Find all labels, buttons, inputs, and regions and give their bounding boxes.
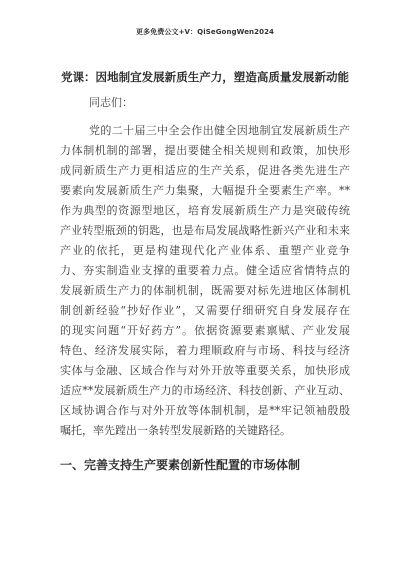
paragraph-line: 实体与金融、区域合作与对外开放等重要关系，加快形成 [60, 364, 350, 377]
paragraph-line: 发展新质生产力的体制机制，既需要对标先进地区体制机 [60, 284, 350, 297]
paragraph-line: 要素向发展新质生产力集聚，大幅提升全要素生产率。** [60, 184, 350, 197]
paragraph-line: 产业的依托，更是构建现代化产业体系、重塑产业竞争 [60, 244, 350, 257]
paragraph-line: 力、夯实制造业支撑的重要着力点。健全适应省情特点的 [60, 264, 350, 277]
paragraph-line: 成同新质生产力更相适应的生产关系，促进各类先进生产 [60, 164, 350, 177]
document-title: 党课：因地制宜发展新质生产力，塑造高质量发展新动能 [61, 70, 349, 84]
salutation: 同志们： [89, 96, 133, 109]
top-promo-note: 更多免费公文+V：QiSeGongWen2024 [135, 28, 275, 36]
body-paragraph [60, 121, 350, 441]
paragraph-line: 产业转型瓶颈的钥匙，也是布局发展战略性新兴产业和未来 [60, 224, 350, 237]
paragraph-line: 作为典型的资源型地区，培育发展新质生产力是突破传统 [60, 204, 350, 217]
paragraph-line: 区域协调合作与对外开放等体制机制，是**牢记领袖殷殷 [60, 404, 350, 417]
paragraph-line: 特色、经济发展实际，着力理顺政府与市场、科技与经济 [60, 344, 350, 357]
paragraph-line: 适应**发展新质生产力的市场经济、科技创新、产业互动、 [60, 384, 350, 397]
paragraph-line: 的现实问题“开好药方”。依据资源要素禀赋、产业发展 [60, 324, 350, 337]
paragraph-line: 力体制机制的部署，提出要健全相关规则和政策，加快形 [60, 144, 350, 157]
paragraph-line: 制创新经验“抄好作业”，又需要仔细研究自身发展存在 [60, 304, 350, 317]
paragraph-line: 党的二十届三中全会作出健全因地制宜发展新质生产 [89, 124, 350, 137]
section-heading: 一、完善支持生产要素创新性配置的市场体制 [60, 458, 301, 472]
paragraph-line: 嘱托，率先蹚出一条转型发展新路的关键路径。 [60, 424, 291, 437]
